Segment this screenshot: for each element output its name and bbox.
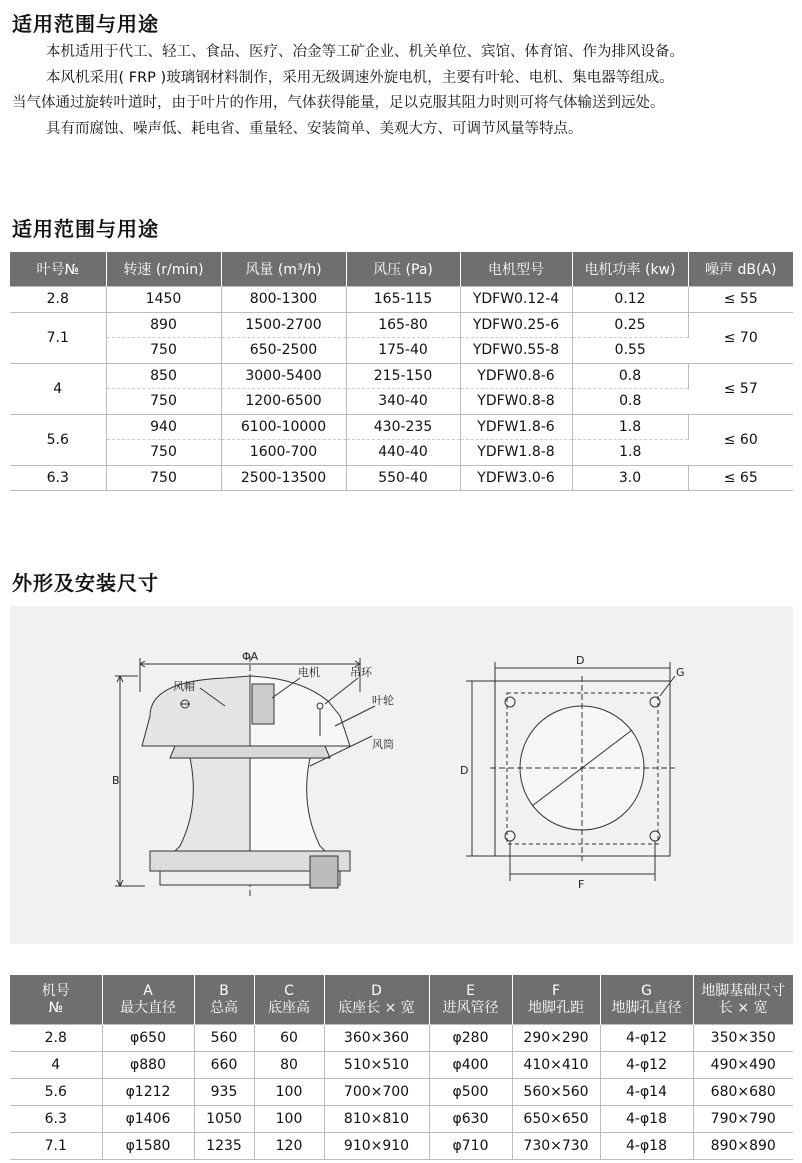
cell-pressure: 430-235 (346, 414, 460, 440)
dims-cell: 1235 (194, 1133, 254, 1160)
performance-header-row (10, 252, 793, 287)
label-duct: 风筒 (372, 738, 394, 751)
dims-cell: 810×810 (324, 1106, 429, 1133)
cell-airflow: 6100-10000 (221, 414, 346, 440)
label-d-top: D (576, 654, 585, 667)
header-motor-model: 电机型号 (460, 252, 572, 287)
cell-motor-model: YDFW0.8-6 (460, 363, 572, 389)
dims-cell: φ1406 (102, 1106, 194, 1133)
cell-speed: 1450 (106, 287, 221, 313)
cell-airflow: 1600-700 (221, 440, 346, 466)
cell-speed: 940 (106, 414, 221, 440)
dims-header (429, 975, 512, 1025)
cell-noise: ≤ 60 (688, 414, 793, 465)
dims-cell: 560×560 (512, 1079, 600, 1106)
cell-speed: 750 (106, 389, 221, 415)
dims-cell: 910×910 (324, 1133, 429, 1160)
cell-pressure: 165-80 (346, 312, 460, 338)
table-row (10, 1106, 793, 1133)
dims-header (324, 975, 429, 1025)
dims-cell: 890×890 (693, 1133, 793, 1160)
performance-table-body (10, 287, 793, 491)
dims-header-line: 地脚孔距 (528, 999, 584, 1016)
dims-cell: φ400 (429, 1052, 512, 1079)
dimensions-table (10, 975, 793, 1160)
dims-header-line: № (48, 999, 64, 1016)
dims-header (254, 975, 324, 1025)
dims-header-line: F (551, 982, 561, 999)
intro-text (12, 40, 797, 142)
cell-airflow: 800-1300 (221, 287, 346, 313)
cell-motor-power: 0.12 (572, 287, 688, 313)
dims-cell: 650×650 (512, 1106, 600, 1133)
cell-pressure: 440-40 (346, 440, 460, 466)
dims-header-line: D (371, 982, 382, 999)
dims-cell: 290×290 (512, 1025, 600, 1052)
cell-speed: 750 (106, 338, 221, 364)
dims-cell: 660 (194, 1052, 254, 1079)
dims-header-line: 机号 (41, 982, 70, 999)
cell-noise: ≤ 55 (688, 287, 793, 313)
intro-paragraph: 当气体通过旋转叶道时，由于叶片的作用，气体获得能量，足以克服其阻力时则可将气体输送到远处。 (12, 95, 665, 111)
table-row (10, 414, 793, 440)
table-row (10, 440, 793, 466)
header-speed: 转速 (r/min) (106, 252, 221, 287)
cell-motor-model: YDFW3.0-6 (460, 465, 572, 491)
header-blade-no: 叶号№ (10, 252, 106, 287)
dims-cell: 100 (254, 1106, 324, 1133)
dims-header-line: C (284, 982, 294, 999)
dims-cell: φ630 (429, 1106, 512, 1133)
performance-table (10, 252, 793, 491)
cell-blade-no: 6.3 (10, 465, 106, 491)
cell-pressure: 175-40 (346, 338, 460, 364)
intro-paragraph: 具有而腐蚀、噪声低、耗电省、重量轻、安装简单、美观大方、可调节风量等特点。 (46, 120, 583, 137)
cell-pressure: 550-40 (346, 465, 460, 491)
cell-airflow: 650-2500 (221, 338, 346, 364)
cell-motor-power: 1.8 (572, 414, 688, 440)
label-d-side: D (460, 764, 469, 777)
intro-paragraph: 本机适用于代工、轻工、食品、医疗、冶金等工矿企业、机关单位、宾馆、体育馆、作为排风设备。 (46, 44, 684, 60)
fan-elevation-drawing (115, 656, 375, 896)
dims-header-line: 总高 (210, 999, 238, 1016)
header-pressure: 风压 (Pa) (346, 252, 460, 287)
cell-motor-model: YDFW0.12-4 (460, 287, 572, 313)
cell-pressure: 215-150 (346, 363, 460, 389)
cell-airflow: 2500-13500 (221, 465, 346, 491)
dims-cell: 80 (254, 1052, 324, 1079)
dims-header-line: B (219, 982, 229, 999)
cell-motor-model: YDFW0.55-8 (460, 338, 572, 364)
section-title-dimensions: 外形及安装尺寸 (12, 571, 159, 595)
dims-cell: 4-φ14 (600, 1079, 693, 1106)
dims-cell: 4-φ18 (600, 1106, 693, 1133)
cell-motor-model: YDFW0.8-8 (460, 389, 572, 415)
cell-blade-no: 5.6 (10, 414, 106, 465)
label-g: G (676, 666, 685, 679)
cell-motor-power: 0.8 (572, 389, 688, 415)
cell-motor-model: YDFW1.8-6 (460, 414, 572, 440)
label-impeller: 叶轮 (372, 694, 394, 707)
label-ring: 吊环 (350, 666, 372, 679)
label-motor: 电机 (298, 666, 320, 679)
dims-header (194, 975, 254, 1025)
cell-noise: ≤ 65 (688, 465, 793, 491)
installation-diagram-panel (10, 606, 793, 944)
label-b: B (112, 774, 120, 787)
cell-airflow: 3000-5400 (221, 363, 346, 389)
dims-cell: 6.3 (10, 1106, 102, 1133)
dims-header (102, 975, 194, 1025)
dims-cell: 350×350 (693, 1025, 793, 1052)
cell-motor-model: YDFW1.8-8 (460, 440, 572, 466)
dims-cell: φ280 (429, 1025, 512, 1052)
section-title-scope: 适用范围与用途 (12, 12, 159, 36)
dims-cell: 490×490 (693, 1052, 793, 1079)
header-motor-power: 电机功率 (kw) (572, 252, 688, 287)
dims-cell: φ880 (102, 1052, 194, 1079)
cell-blade-no: 2.8 (10, 287, 106, 313)
cell-motor-power: 0.25 (572, 312, 688, 338)
cell-motor-power: 0.8 (572, 363, 688, 389)
cell-blade-no: 7.1 (10, 312, 106, 363)
dims-header (693, 975, 793, 1025)
dims-cell: 1050 (194, 1106, 254, 1133)
header-airflow: 风量 (m³/h) (221, 252, 346, 287)
dims-cell: 700×700 (324, 1079, 429, 1106)
dims-header-line: G (641, 982, 652, 999)
dims-header-line: 底座高 (268, 999, 310, 1016)
dims-cell: 560 (194, 1025, 254, 1052)
dims-cell: 7.1 (10, 1133, 102, 1160)
dims-cell: 360×360 (324, 1025, 429, 1052)
cell-noise: ≤ 57 (688, 363, 793, 414)
dims-cell: 5.6 (10, 1079, 102, 1106)
dimensions-table-body (10, 1025, 793, 1160)
dims-cell: 935 (194, 1079, 254, 1106)
cell-motor-power: 0.55 (572, 338, 688, 364)
cell-motor-power: 3.0 (572, 465, 688, 491)
dims-cell: 4-φ12 (600, 1052, 693, 1079)
cell-blade-no: 4 (10, 363, 106, 414)
dims-cell: 730×730 (512, 1133, 600, 1160)
cell-speed: 750 (106, 465, 221, 491)
dimensions-header-row (10, 975, 793, 1025)
dims-cell: 510×510 (324, 1052, 429, 1079)
dims-cell: 410×410 (512, 1052, 600, 1079)
dims-cell: 120 (254, 1133, 324, 1160)
dims-header-line: 最大直径 (120, 999, 176, 1016)
cell-noise: ≤ 70 (688, 312, 793, 363)
label-f: F (578, 878, 585, 891)
dims-header-line: A (143, 982, 153, 999)
dims-header (512, 975, 600, 1025)
dims-header-line: 进风管径 (442, 999, 499, 1016)
dims-cell: 100 (254, 1079, 324, 1106)
dims-cell: φ650 (102, 1025, 194, 1052)
dims-header-line: 地脚孔直径 (611, 999, 682, 1016)
dims-cell: 4-φ18 (600, 1133, 693, 1160)
dims-cell: 60 (254, 1025, 324, 1052)
dims-cell: 680×680 (693, 1079, 793, 1106)
dims-header-line: 地脚基础尺寸 (701, 982, 786, 999)
dims-header (600, 975, 693, 1025)
dims-cell: φ500 (429, 1079, 512, 1106)
dims-header (10, 975, 102, 1025)
dims-cell: 4 (10, 1052, 102, 1079)
table-row (10, 363, 793, 389)
table-row (10, 1133, 793, 1160)
intro-paragraph: 本风机采用( FRP )玻璃钢材料制作，采用无级调速外旋电机，主要有叶轮、电机、集电器等组成。 (46, 69, 674, 86)
cell-speed: 750 (106, 440, 221, 466)
cell-motor-model: YDFW0.25-6 (460, 312, 572, 338)
table-row (10, 389, 793, 415)
table-row (10, 1025, 793, 1052)
table-row (10, 287, 793, 313)
cell-speed: 890 (106, 312, 221, 338)
cell-pressure: 340-40 (346, 389, 460, 415)
cell-motor-power: 1.8 (572, 440, 688, 466)
cell-airflow: 1500-2700 (221, 312, 346, 338)
installation-drawing (10, 606, 793, 944)
header-noise: 噪声 dB(A) (688, 252, 793, 287)
cell-pressure: 165-115 (346, 287, 460, 313)
cell-speed: 850 (106, 363, 221, 389)
dims-cell: 4-φ12 (600, 1025, 693, 1052)
dims-cell: φ710 (429, 1133, 512, 1160)
label-phi-a: ΦA (242, 650, 259, 663)
dims-cell: 790×790 (693, 1106, 793, 1133)
dims-cell: 2.8 (10, 1025, 102, 1052)
dims-header-line: 长 × 宽 (718, 999, 768, 1016)
table-row (10, 1052, 793, 1079)
table-row (10, 1079, 793, 1106)
table-row (10, 312, 793, 338)
table-row (10, 338, 793, 364)
dims-cell: φ1580 (102, 1133, 194, 1160)
table-row (10, 465, 793, 491)
dims-header-line: E (466, 982, 475, 999)
cell-airflow: 1200-6500 (221, 389, 346, 415)
section-title-spec: 适用范围与用途 (12, 217, 159, 241)
base-plan-drawing (466, 662, 675, 881)
dims-header-line: 底座长 × 宽 (338, 999, 415, 1016)
dims-cell: φ1212 (102, 1079, 194, 1106)
label-cap: 风帽 (173, 680, 195, 693)
